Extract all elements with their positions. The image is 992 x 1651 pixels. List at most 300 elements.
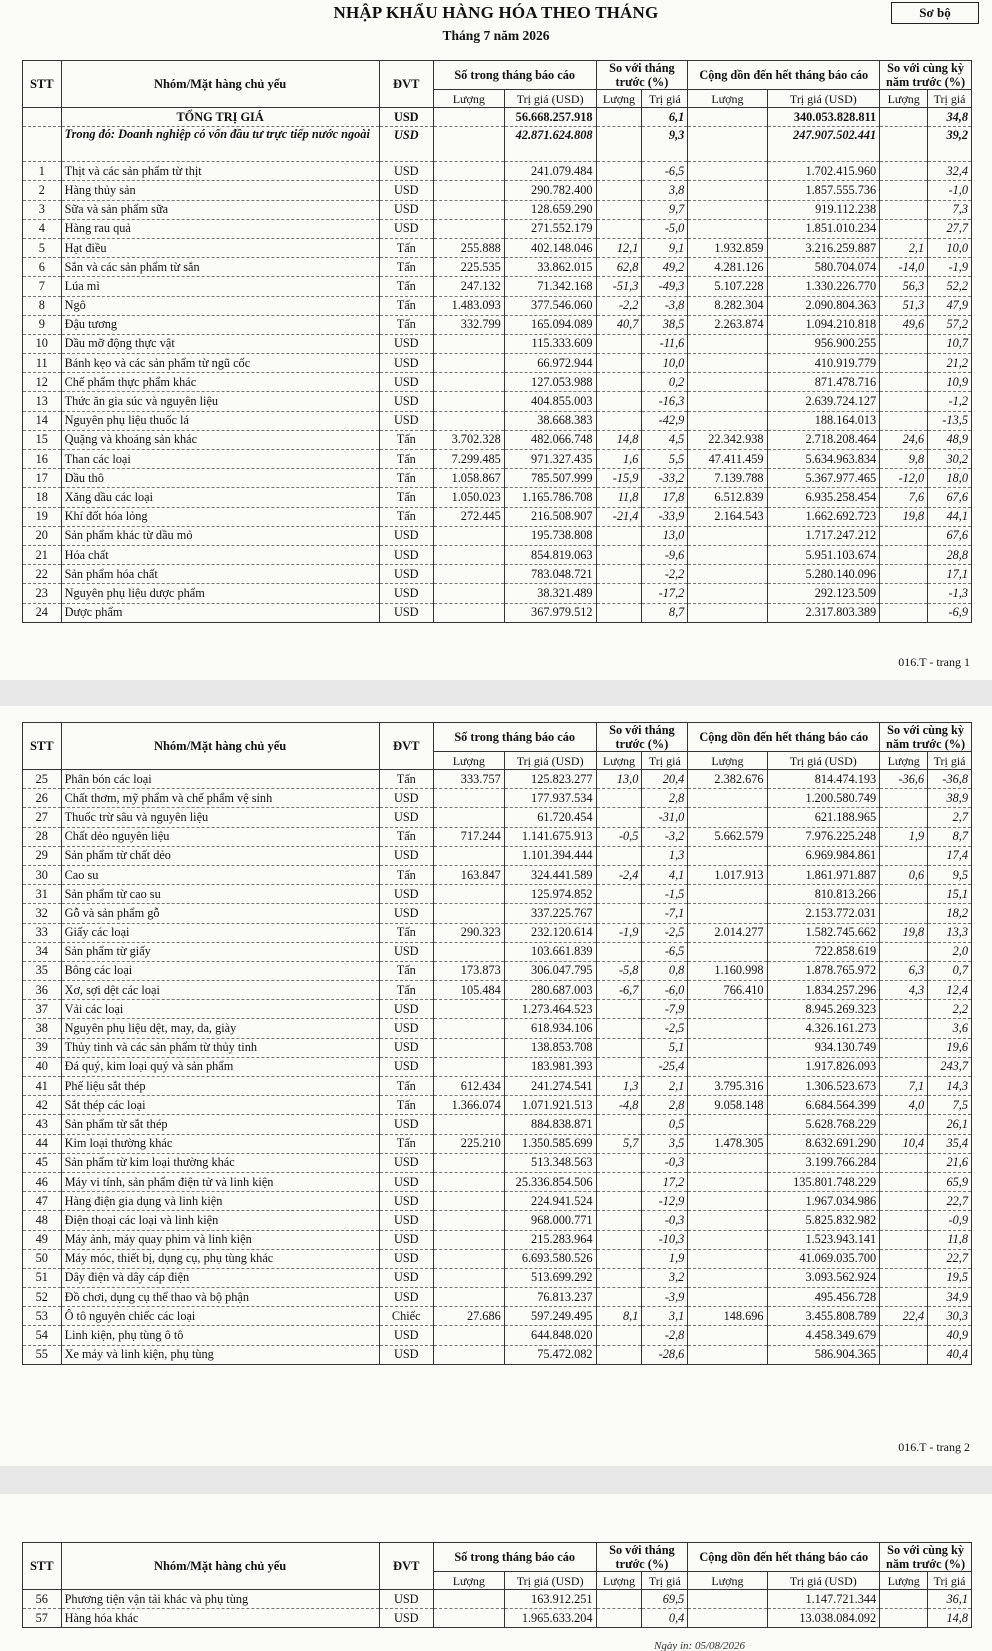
row-yoy-qty-pct bbox=[880, 373, 928, 392]
row-stt: 48 bbox=[23, 1211, 62, 1230]
row-stt: 52 bbox=[23, 1288, 62, 1307]
row-cum-value: 1.878.765.972 bbox=[767, 961, 880, 980]
row-yoy-value-pct: 35,4 bbox=[928, 1134, 972, 1153]
row-name: Sản phẩm từ sắt thép bbox=[61, 1115, 379, 1134]
row-stt: 8 bbox=[23, 296, 62, 315]
row-yoy-qty-pct bbox=[880, 584, 928, 603]
row-yoy-value-pct: 10,7 bbox=[928, 334, 972, 353]
row-prev-qty-pct bbox=[596, 1345, 642, 1364]
row-prev-value-pct: -17,2 bbox=[642, 584, 688, 603]
row-cum-value: 2.090.804.363 bbox=[767, 296, 880, 315]
row-unit: USD bbox=[379, 1288, 433, 1307]
row-name: Sắt thép các loại bbox=[61, 1096, 379, 1115]
row-yoy-value-pct: 48,9 bbox=[928, 430, 972, 449]
row-month-value: 128.659.290 bbox=[504, 200, 596, 219]
row-unit: USD bbox=[379, 1609, 433, 1628]
table-row bbox=[23, 430, 972, 449]
row-yoy-qty-pct: 1,9 bbox=[880, 827, 928, 846]
row-prev-qty-pct bbox=[596, 1249, 642, 1268]
col-group: Nhóm/Mặt hàng chủ yếu bbox=[61, 1543, 379, 1590]
table-row bbox=[23, 181, 972, 200]
row-prev-qty-pct bbox=[596, 334, 642, 353]
row-prev-value-pct: 2,8 bbox=[642, 1096, 688, 1115]
row-month-qty: 225.535 bbox=[433, 258, 504, 277]
preliminary-badge: Sơ bộ bbox=[891, 2, 979, 24]
table-row bbox=[23, 258, 972, 277]
row-stt: 49 bbox=[23, 1230, 62, 1249]
row-prev-qty-pct: -15,9 bbox=[596, 469, 642, 488]
col-cumulative: Cộng dồn đến hết tháng báo cáo bbox=[688, 723, 880, 752]
import-table-page-1 bbox=[22, 60, 972, 623]
row-yoy-value-pct: 15,1 bbox=[928, 885, 972, 904]
row-cum-value: 5.951.103.674 bbox=[767, 545, 880, 564]
col-unit: ĐVT bbox=[379, 61, 433, 108]
row-month-qty: 7.299.485 bbox=[433, 450, 504, 469]
row-unit: Tấn bbox=[379, 277, 433, 296]
table-row bbox=[23, 808, 972, 827]
row-unit: USD bbox=[379, 526, 433, 545]
row-yoy-qty-pct: 7,1 bbox=[880, 1077, 928, 1096]
row-unit: USD bbox=[379, 1192, 433, 1211]
row-stt: 27 bbox=[23, 808, 62, 827]
row-yoy-value-pct: 2,0 bbox=[928, 942, 972, 961]
row-yoy-qty-pct: 9,8 bbox=[880, 450, 928, 469]
row-name: Chế phẩm thực phẩm khác bbox=[61, 373, 379, 392]
row-month-value: 337.225.767 bbox=[504, 904, 596, 923]
row-stt: 47 bbox=[23, 1192, 62, 1211]
row-prev-value-pct: 17,2 bbox=[642, 1172, 688, 1191]
row-prev-value-pct: 17,8 bbox=[642, 488, 688, 507]
row-cum-value: 3.216.259.887 bbox=[767, 238, 880, 257]
table-row bbox=[23, 1134, 972, 1153]
fdi-label: Trong đó: Doanh nghiệp có vốn đầu tư trực tiếp nước ngoài bbox=[61, 127, 379, 162]
row-yoy-qty-pct bbox=[880, 1000, 928, 1019]
row-yoy-qty-pct bbox=[880, 1211, 928, 1230]
row-prev-value-pct: -12,9 bbox=[642, 1192, 688, 1211]
row-stt: 42 bbox=[23, 1096, 62, 1115]
row-yoy-value-pct: 52,2 bbox=[928, 277, 972, 296]
table-header bbox=[23, 723, 972, 770]
row-name: Chất dẻo nguyên liệu bbox=[61, 827, 379, 846]
row-month-qty bbox=[433, 1038, 504, 1057]
row-name: Máy vi tính, sản phẩm điện tử và linh kiện bbox=[61, 1172, 379, 1191]
row-month-qty: 163.847 bbox=[433, 865, 504, 884]
row-prev-qty-pct bbox=[596, 354, 642, 373]
row-month-qty: 717.244 bbox=[433, 827, 504, 846]
row-prev-value-pct: -0,3 bbox=[642, 1153, 688, 1172]
table-row bbox=[23, 846, 972, 865]
table-row bbox=[23, 354, 972, 373]
row-stt: 13 bbox=[23, 392, 62, 411]
row-month-value: 1.141.675.913 bbox=[504, 827, 596, 846]
row-cum-qty bbox=[688, 1115, 767, 1134]
row-yoy-qty-pct bbox=[880, 1115, 928, 1134]
page-footer: 016.T - trang 2 bbox=[898, 1440, 970, 1454]
fdi-month-value: 42.871.624.808 bbox=[504, 127, 596, 162]
row-prev-qty-pct bbox=[596, 411, 642, 430]
row-unit: Tấn bbox=[379, 258, 433, 277]
table-row bbox=[23, 1115, 972, 1134]
row-month-value: 103.661.839 bbox=[504, 942, 596, 961]
row-yoy-qty-pct: -36,6 bbox=[880, 770, 928, 789]
col-vs-prev-month: So với tháng trước (%) bbox=[596, 1543, 688, 1572]
row-name: Xơ, sợi dệt các loại bbox=[61, 981, 379, 1000]
row-cum-qty bbox=[688, 1345, 767, 1364]
row-yoy-qty-pct: 6,3 bbox=[880, 961, 928, 980]
col-qty: Lượng bbox=[433, 752, 504, 770]
row-prev-qty-pct: 5,7 bbox=[596, 1134, 642, 1153]
row-yoy-value-pct: 11,8 bbox=[928, 1230, 972, 1249]
row-name: Thịt và các sản phẩm từ thịt bbox=[61, 162, 379, 181]
row-cum-qty bbox=[688, 545, 767, 564]
row-month-qty bbox=[433, 334, 504, 353]
row-prev-value-pct: -33,9 bbox=[642, 507, 688, 526]
row-month-qty bbox=[433, 181, 504, 200]
row-cum-value: 3.455.808.789 bbox=[767, 1307, 880, 1326]
row-unit: USD bbox=[379, 392, 433, 411]
row-month-qty bbox=[433, 846, 504, 865]
row-month-value: 367.979.512 bbox=[504, 603, 596, 622]
row-yoy-value-pct: -0,9 bbox=[928, 1211, 972, 1230]
row-prev-qty-pct bbox=[596, 1019, 642, 1038]
import-table-page-2 bbox=[22, 722, 972, 1365]
row-cum-value: 934.130.749 bbox=[767, 1038, 880, 1057]
row-stt: 7 bbox=[23, 277, 62, 296]
row-unit: Tấn bbox=[379, 1134, 433, 1153]
row-prev-value-pct: 3,8 bbox=[642, 181, 688, 200]
row-yoy-qty-pct bbox=[880, 565, 928, 584]
row-month-qty: 247.132 bbox=[433, 277, 504, 296]
row-prev-value-pct: 0,4 bbox=[642, 1609, 688, 1628]
row-month-value: 513.699.292 bbox=[504, 1268, 596, 1287]
row-cum-qty: 9.058.148 bbox=[688, 1096, 767, 1115]
row-unit: USD bbox=[379, 373, 433, 392]
col-group: Nhóm/Mặt hàng chủ yếu bbox=[61, 723, 379, 770]
row-prev-qty-pct bbox=[596, 392, 642, 411]
col-unit: ĐVT bbox=[379, 1543, 433, 1590]
row-yoy-qty-pct: 49,6 bbox=[880, 315, 928, 334]
row-month-qty: 1.483.093 bbox=[433, 296, 504, 315]
row-prev-value-pct: -10,3 bbox=[642, 1230, 688, 1249]
row-unit: USD bbox=[379, 1590, 433, 1609]
report-title: NHẬP KHẨU HÀNG HÓA THEO THÁNG bbox=[333, 3, 659, 22]
row-yoy-qty-pct bbox=[880, 885, 928, 904]
row-month-qty bbox=[433, 789, 504, 808]
row-stt: 25 bbox=[23, 770, 62, 789]
row-yoy-value-pct: 57,2 bbox=[928, 315, 972, 334]
report-page-1 bbox=[0, 0, 992, 680]
row-prev-value-pct: -2,5 bbox=[642, 1019, 688, 1038]
row-unit: Tấn bbox=[379, 961, 433, 980]
row-yoy-value-pct: 2,7 bbox=[928, 808, 972, 827]
col-qty: Lượng bbox=[880, 752, 928, 770]
row-stt: 55 bbox=[23, 1345, 62, 1364]
row-stt: 44 bbox=[23, 1134, 62, 1153]
row-unit: Tấn bbox=[379, 1096, 433, 1115]
row-cum-value: 6.935.258.454 bbox=[767, 488, 880, 507]
row-month-value: 377.546.060 bbox=[504, 296, 596, 315]
row-unit: USD bbox=[379, 354, 433, 373]
row-yoy-value-pct: 26,1 bbox=[928, 1115, 972, 1134]
row-unit: USD bbox=[379, 334, 433, 353]
row-month-value: 1.350.585.699 bbox=[504, 1134, 596, 1153]
row-month-qty bbox=[433, 1211, 504, 1230]
row-month-qty bbox=[433, 545, 504, 564]
row-stt: 29 bbox=[23, 846, 62, 865]
row-name: Dầu thô bbox=[61, 469, 379, 488]
col-vs-prev-month: So với tháng trước (%) bbox=[596, 723, 688, 752]
row-cum-qty: 1.017.913 bbox=[688, 865, 767, 884]
row-prev-value-pct: -42,9 bbox=[642, 411, 688, 430]
table-row bbox=[23, 411, 972, 430]
row-cum-qty bbox=[688, 411, 767, 430]
row-month-value: 33.862.015 bbox=[504, 258, 596, 277]
row-unit: Tấn bbox=[379, 430, 433, 449]
row-cum-value: 722.858.619 bbox=[767, 942, 880, 961]
row-yoy-value-pct: 10,9 bbox=[928, 373, 972, 392]
row-cum-qty bbox=[688, 603, 767, 622]
row-cum-value: 495.456.728 bbox=[767, 1288, 880, 1307]
row-yoy-value-pct: -1,9 bbox=[928, 258, 972, 277]
row-stt: 16 bbox=[23, 450, 62, 469]
row-cum-value: 1.967.034.986 bbox=[767, 1192, 880, 1211]
row-cum-qty bbox=[688, 373, 767, 392]
table-row bbox=[23, 334, 972, 353]
row-prev-value-pct: -0,3 bbox=[642, 1211, 688, 1230]
row-unit: Tấn bbox=[379, 315, 433, 334]
row-month-qty bbox=[433, 904, 504, 923]
row-month-qty bbox=[433, 219, 504, 238]
table-row bbox=[23, 1345, 972, 1364]
row-stt: 30 bbox=[23, 865, 62, 884]
row-cum-value: 3.093.562.924 bbox=[767, 1268, 880, 1287]
table-row bbox=[23, 1000, 972, 1019]
row-month-value: 854.819.063 bbox=[504, 545, 596, 564]
row-yoy-value-pct: 36,1 bbox=[928, 1590, 972, 1609]
row-cum-value: 41.069.035.700 bbox=[767, 1249, 880, 1268]
row-cum-qty bbox=[688, 1211, 767, 1230]
col-value: Trị giá bbox=[928, 90, 972, 108]
row-prev-value-pct: -2,5 bbox=[642, 923, 688, 942]
row-prev-qty-pct: -21,4 bbox=[596, 507, 642, 526]
row-month-value: 61.720.454 bbox=[504, 808, 596, 827]
row-prev-qty-pct: 13,0 bbox=[596, 770, 642, 789]
table-row bbox=[23, 1211, 972, 1230]
col-cumulative: Cộng dồn đến hết tháng báo cáo bbox=[688, 1543, 880, 1572]
row-cum-qty bbox=[688, 1590, 767, 1609]
row-unit: Tấn bbox=[379, 296, 433, 315]
row-yoy-value-pct: 21,2 bbox=[928, 354, 972, 373]
row-name: Sản phẩm khác từ dầu mỏ bbox=[61, 526, 379, 545]
row-cum-value: 410.919.779 bbox=[767, 354, 880, 373]
row-yoy-qty-pct: 19,8 bbox=[880, 923, 928, 942]
row-yoy-qty-pct bbox=[880, 1038, 928, 1057]
row-unit: USD bbox=[379, 1230, 433, 1249]
row-cum-qty bbox=[688, 1019, 767, 1038]
row-name: Bánh kẹo và các sản phẩm từ ngũ cốc bbox=[61, 354, 379, 373]
row-cum-qty: 2.014.277 bbox=[688, 923, 767, 942]
row-stt: 2 bbox=[23, 181, 62, 200]
row-stt: 26 bbox=[23, 789, 62, 808]
row-month-qty: 27.686 bbox=[433, 1307, 504, 1326]
row-unit: USD bbox=[379, 789, 433, 808]
row-prev-value-pct: 0,8 bbox=[642, 961, 688, 980]
row-cum-value: 1.330.226.770 bbox=[767, 277, 880, 296]
row-cum-value: 5.280.140.096 bbox=[767, 565, 880, 584]
row-month-qty: 225.210 bbox=[433, 1134, 504, 1153]
row-month-qty: 333.757 bbox=[433, 770, 504, 789]
row-stt: 33 bbox=[23, 923, 62, 942]
row-yoy-value-pct: 40,4 bbox=[928, 1345, 972, 1364]
row-month-qty: 612.434 bbox=[433, 1077, 504, 1096]
row-cum-value: 814.474.193 bbox=[767, 770, 880, 789]
row-yoy-qty-pct: 4,0 bbox=[880, 1096, 928, 1115]
row-prev-value-pct: 2,8 bbox=[642, 789, 688, 808]
row-month-value: 138.853.708 bbox=[504, 1038, 596, 1057]
table-row bbox=[23, 827, 972, 846]
row-yoy-qty-pct: 56,3 bbox=[880, 277, 928, 296]
row-name: Hàng rau quả bbox=[61, 219, 379, 238]
row-cum-qty: 22.342.938 bbox=[688, 430, 767, 449]
col-month: Số trong tháng báo cáo bbox=[433, 723, 596, 752]
row-stt: 22 bbox=[23, 565, 62, 584]
row-name: Xe máy và linh kiện, phụ tùng bbox=[61, 1345, 379, 1364]
row-month-qty bbox=[433, 392, 504, 411]
row-cum-qty bbox=[688, 162, 767, 181]
col-group: Nhóm/Mặt hàng chủ yếu bbox=[61, 61, 379, 108]
row-prev-qty-pct bbox=[596, 1153, 642, 1172]
row-yoy-qty-pct: 51,3 bbox=[880, 296, 928, 315]
row-stt: 41 bbox=[23, 1077, 62, 1096]
row-month-value: 183.981.393 bbox=[504, 1057, 596, 1076]
row-cum-value: 586.904.365 bbox=[767, 1345, 880, 1364]
row-prev-value-pct: 3,1 bbox=[642, 1307, 688, 1326]
row-cum-value: 5.634.963.834 bbox=[767, 450, 880, 469]
row-unit: USD bbox=[379, 162, 433, 181]
row-name: Ngô bbox=[61, 296, 379, 315]
row-prev-value-pct: -28,6 bbox=[642, 1345, 688, 1364]
row-prev-qty-pct bbox=[596, 1000, 642, 1019]
table-row bbox=[23, 200, 972, 219]
row-month-value: 402.148.046 bbox=[504, 238, 596, 257]
row-unit: USD bbox=[379, 545, 433, 564]
row-cum-qty: 1.160.998 bbox=[688, 961, 767, 980]
row-cum-qty bbox=[688, 1288, 767, 1307]
row-month-qty bbox=[433, 1057, 504, 1076]
row-name: Khí đốt hóa lỏng bbox=[61, 507, 379, 526]
row-name: Máy móc, thiết bị, dụng cụ, phụ tùng khác bbox=[61, 1249, 379, 1268]
row-yoy-value-pct: 44,1 bbox=[928, 507, 972, 526]
col-value-usd: Trị giá (USD) bbox=[504, 90, 596, 108]
table-row bbox=[23, 1192, 972, 1211]
row-prev-qty-pct: -5,8 bbox=[596, 961, 642, 980]
row-cum-value: 1.702.415.960 bbox=[767, 162, 880, 181]
row-unit: Tấn bbox=[379, 923, 433, 942]
table-row bbox=[23, 1326, 972, 1345]
row-month-qty bbox=[433, 885, 504, 904]
row-stt: 39 bbox=[23, 1038, 62, 1057]
row-month-qty bbox=[433, 1609, 504, 1628]
row-yoy-value-pct: 32,4 bbox=[928, 162, 972, 181]
row-name: Máy ảnh, máy quay phim và linh kiện bbox=[61, 1230, 379, 1249]
row-yoy-value-pct: 18,0 bbox=[928, 469, 972, 488]
row-unit: USD bbox=[379, 1057, 433, 1076]
row-month-qty bbox=[433, 1268, 504, 1287]
row-cum-qty: 7.139.788 bbox=[688, 469, 767, 488]
row-cum-qty: 2.382.676 bbox=[688, 770, 767, 789]
row-yoy-value-pct: -1,3 bbox=[928, 584, 972, 603]
row-prev-value-pct: -6,5 bbox=[642, 942, 688, 961]
row-prev-value-pct: -1,5 bbox=[642, 885, 688, 904]
col-value-usd: Trị giá (USD) bbox=[504, 1572, 596, 1590]
row-prev-value-pct: -5,0 bbox=[642, 219, 688, 238]
row-unit: USD bbox=[379, 1211, 433, 1230]
row-cum-value: 1.094.210.818 bbox=[767, 315, 880, 334]
row-yoy-qty-pct bbox=[880, 1345, 928, 1364]
row-month-qty bbox=[433, 1115, 504, 1134]
row-name: Cao su bbox=[61, 865, 379, 884]
row-cum-value: 1.834.257.296 bbox=[767, 981, 880, 1000]
col-qty: Lượng bbox=[433, 1572, 504, 1590]
row-prev-qty-pct bbox=[596, 789, 642, 808]
table-row bbox=[23, 1288, 972, 1307]
row-yoy-qty-pct bbox=[880, 603, 928, 622]
row-month-qty bbox=[433, 1326, 504, 1345]
row-prev-qty-pct: -1,9 bbox=[596, 923, 642, 942]
row-prev-qty-pct bbox=[596, 1609, 642, 1628]
table-row bbox=[23, 1230, 972, 1249]
row-cum-qty bbox=[688, 1057, 767, 1076]
row-cum-value: 3.199.766.284 bbox=[767, 1153, 880, 1172]
row-stt: 23 bbox=[23, 584, 62, 603]
table-row bbox=[23, 1268, 972, 1287]
row-prev-qty-pct: 1,6 bbox=[596, 450, 642, 469]
row-month-value: 115.333.609 bbox=[504, 334, 596, 353]
row-yoy-qty-pct: 7,6 bbox=[880, 488, 928, 507]
row-unit: Tấn bbox=[379, 507, 433, 526]
row-unit: Tấn bbox=[379, 450, 433, 469]
row-cum-value: 292.123.509 bbox=[767, 584, 880, 603]
row-cum-qty bbox=[688, 1000, 767, 1019]
row-yoy-qty-pct bbox=[880, 354, 928, 373]
row-month-value: 25.336.854.506 bbox=[504, 1172, 596, 1191]
table-header bbox=[23, 61, 972, 108]
row-cum-qty bbox=[688, 1038, 767, 1057]
table-row bbox=[23, 565, 972, 584]
row-name: Hàng thủy sản bbox=[61, 181, 379, 200]
row-prev-qty-pct bbox=[596, 1038, 642, 1057]
row-prev-qty-pct bbox=[596, 885, 642, 904]
row-cum-value: 1.717.247.212 bbox=[767, 526, 880, 545]
col-value: Trị giá bbox=[928, 752, 972, 770]
table-row bbox=[23, 603, 972, 622]
row-yoy-value-pct: -1,0 bbox=[928, 181, 972, 200]
row-prev-qty-pct bbox=[596, 1115, 642, 1134]
row-yoy-qty-pct bbox=[880, 789, 928, 808]
row-month-qty: 332.799 bbox=[433, 315, 504, 334]
row-name: Đậu tương bbox=[61, 315, 379, 334]
row-yoy-qty-pct bbox=[880, 162, 928, 181]
row-unit: USD bbox=[379, 603, 433, 622]
row-month-value: 513.348.563 bbox=[504, 1153, 596, 1172]
row-stt: 32 bbox=[23, 904, 62, 923]
row-prev-qty-pct bbox=[596, 846, 642, 865]
col-month: Số trong tháng báo cáo bbox=[433, 1543, 596, 1572]
row-stt: 24 bbox=[23, 603, 62, 622]
row-cum-qty bbox=[688, 846, 767, 865]
row-month-value: 125.823.277 bbox=[504, 770, 596, 789]
row-month-qty bbox=[433, 1153, 504, 1172]
